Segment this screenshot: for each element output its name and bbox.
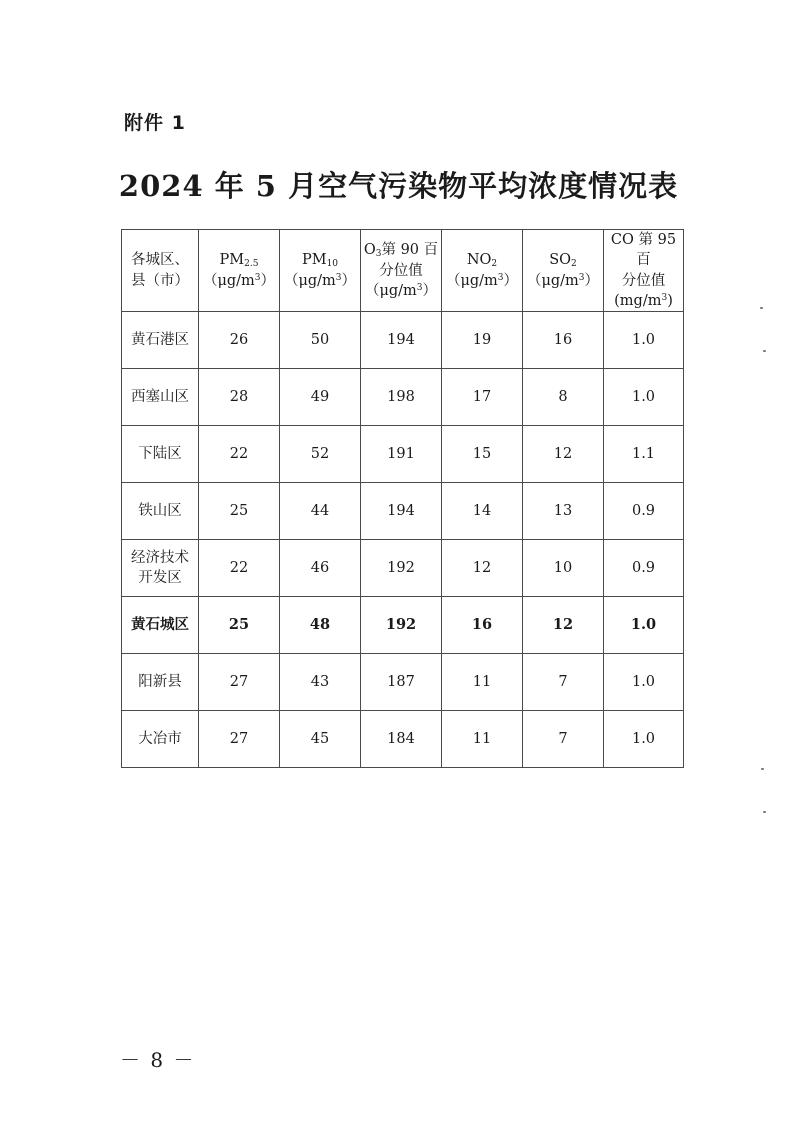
page-title: 2024 年 5 月空气污染物平均浓度情况表: [118, 169, 679, 203]
cell-area: 黄石城区: [122, 597, 199, 654]
cell-pm10: 50: [280, 312, 361, 369]
page-number: － 8 －: [120, 1048, 196, 1072]
cell-pm10: 46: [280, 540, 361, 597]
header-co: CO 第 95 百 分位值 $(mg/m^3)$: [604, 230, 684, 312]
cell-o3: 192: [361, 597, 442, 654]
cell-co: 1.0: [604, 597, 684, 654]
cell-pm25: 22: [199, 540, 280, 597]
cell-no2: 11: [442, 654, 523, 711]
table-row: [122, 711, 684, 768]
cell-area: 西塞山区: [122, 369, 199, 426]
attachment-label: 附件 1: [124, 112, 186, 134]
cell-o3: 198: [361, 369, 442, 426]
cell-area: 铁山区: [122, 483, 199, 540]
header-o3: $O_3$第 90 百 分位值 $(\mu g/m^3)$: [361, 230, 442, 312]
cell-no2: 11: [442, 711, 523, 768]
scan-speck: [763, 811, 766, 813]
cell-pm10: 43: [280, 654, 361, 711]
cell-pm25: 27: [199, 711, 280, 768]
cell-no2: 12: [442, 540, 523, 597]
table-header-row: [122, 230, 684, 312]
scan-speck: [763, 350, 766, 352]
scan-speck: [761, 768, 764, 770]
cell-so2: 8: [523, 369, 604, 426]
cell-co: 1.0: [604, 711, 684, 768]
table-row: [122, 654, 684, 711]
cell-co: 1.0: [604, 369, 684, 426]
header-pm10: $PM_{10}$ $(\mu g/m^3)$: [280, 230, 361, 312]
cell-no2: 14: [442, 483, 523, 540]
table-row: [122, 312, 684, 369]
header-no2: $NO_2$ $(\mu g/m^3)$: [442, 230, 523, 312]
cell-so2: 12: [523, 426, 604, 483]
cell-no2: 16: [442, 597, 523, 654]
cell-pm10: 52: [280, 426, 361, 483]
header-pm25: $PM_{2.5}$ $(\mu g/m^3)$: [199, 230, 280, 312]
cell-pm25: 28: [199, 369, 280, 426]
table-row: [122, 426, 684, 483]
scan-speck: [760, 307, 763, 309]
cell-co: 1.0: [604, 654, 684, 711]
cell-co: 0.9: [604, 540, 684, 597]
cell-o3: 187: [361, 654, 442, 711]
cell-co: 1.0: [604, 312, 684, 369]
cell-pm10: 49: [280, 369, 361, 426]
cell-o3: 191: [361, 426, 442, 483]
cell-area: 下陆区: [122, 426, 199, 483]
cell-o3: 194: [361, 312, 442, 369]
cell-o3: 184: [361, 711, 442, 768]
cell-no2: 19: [442, 312, 523, 369]
cell-area: 大冶市: [122, 711, 199, 768]
cell-so2: 13: [523, 483, 604, 540]
cell-so2: 10: [523, 540, 604, 597]
cell-co: 1.1: [604, 426, 684, 483]
table-row: [122, 483, 684, 540]
cell-co: 0.9: [604, 483, 684, 540]
header-area: 各城区、 县（市）: [122, 230, 199, 312]
cell-pm10: 48: [280, 597, 361, 654]
pollutant-table: [121, 229, 684, 768]
cell-o3: 192: [361, 540, 442, 597]
cell-no2: 15: [442, 426, 523, 483]
cell-pm25: 25: [199, 483, 280, 540]
cell-area: 经济技术 开发区: [122, 540, 199, 597]
cell-so2: 16: [523, 312, 604, 369]
cell-pm10: 45: [280, 711, 361, 768]
cell-area: 黄石港区: [122, 312, 199, 369]
cell-pm25: 27: [199, 654, 280, 711]
header-so2: $SO_2$ $(\mu g/m^3)$: [523, 230, 604, 312]
cell-no2: 17: [442, 369, 523, 426]
cell-so2: 7: [523, 654, 604, 711]
cell-so2: 7: [523, 711, 604, 768]
cell-area: 阳新县: [122, 654, 199, 711]
cell-pm10: 44: [280, 483, 361, 540]
cell-pm25: 26: [199, 312, 280, 369]
table-row: [122, 597, 684, 654]
cell-pm25: 22: [199, 426, 280, 483]
cell-pm25: 25: [199, 597, 280, 654]
cell-o3: 194: [361, 483, 442, 540]
table-row: [122, 369, 684, 426]
cell-so2: 12: [523, 597, 604, 654]
table-row: [122, 540, 684, 597]
